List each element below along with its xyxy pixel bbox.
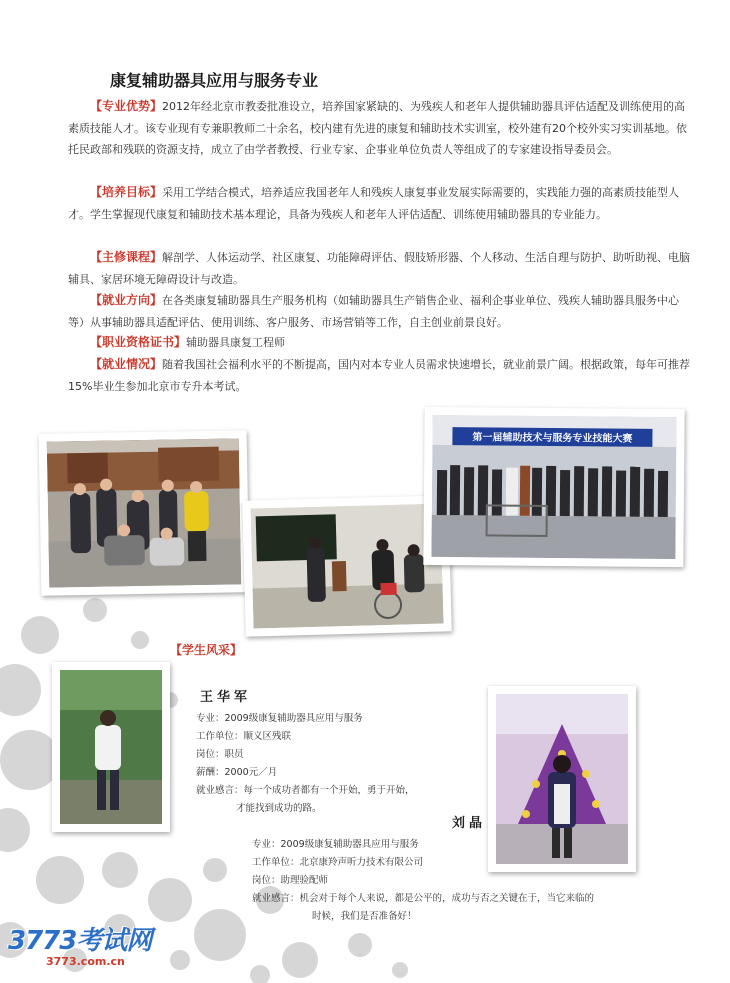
section-certificate <box>68 332 690 354</box>
section-text: 2012年经北京市教委批准设立，培养国家紧缺的、为残疾人和老年人提供辅助器具评估适配及训练使用的高素质技能人才。该专业现有专兼职教师二十余名，校内建有先进的康复和辅助技术实训室，校外建有20个校外实习实训基地。依托民政部和残联的资源支持，成立了由学者教授、行业专家、企事业单位负责人等组成了的专家建设指导委员会。 <box>68 100 687 156</box>
watermark-brand: 3773考试网 <box>8 926 152 956</box>
competition-banner: 第一届辅助技术与服务专业技能大赛 <box>472 432 633 445</box>
section-employment-direction <box>68 290 690 333</box>
section-label: 【主修课程】 <box>90 250 163 264</box>
info-value: 每一个成功者都有一个开始，勇于开始， <box>243 785 415 796</box>
info-label: 薪酬： <box>196 767 225 778</box>
section-label: 【就业方向】 <box>90 293 163 307</box>
section-label: 【专业优势】 <box>90 99 163 113</box>
section-employment-status <box>68 354 690 397</box>
section-label: 【职业资格证书】 <box>90 335 187 349</box>
watermark-url: 3773.com.cn <box>46 955 125 968</box>
info-label: 专业： <box>252 839 281 850</box>
info-label: 岗位： <box>196 749 225 760</box>
section-label: 【培养目标】 <box>90 185 163 199</box>
student-name: 刘晶 <box>452 816 487 831</box>
student-name: 王华军 <box>200 690 252 705</box>
info-value: 机会对于每个人来说，都是公平的，成功与否之关键在于，当它来临的 <box>299 893 595 904</box>
info-value: 北京康羚声听力技术有限公司 <box>299 857 424 868</box>
section-label: 【就业情况】 <box>90 357 163 371</box>
info-value: 2009级康复辅助器具应用与服务 <box>280 839 419 850</box>
info-value: 2009级康复辅助器具应用与服务 <box>224 713 363 724</box>
page-title: 康复辅助器具应用与服务专业 <box>110 71 319 90</box>
info-label: 专业： <box>196 713 225 724</box>
section-text: 解剖学、人体运动学、社区康复、功能障碍评估、假肢矫形器、个人移动、生活自理与防护、助听助视、电脑辅具、家居环境无障碍设计与改造。 <box>68 251 691 286</box>
info-value: 2000元／月 <box>224 767 278 778</box>
section-text: 辅助器具康复工程师 <box>186 336 286 349</box>
info-label: 工作单位： <box>252 857 300 868</box>
info-value: 职员 <box>224 749 244 760</box>
info-value: 助理验配师 <box>280 875 329 886</box>
photo-competition-hall <box>423 407 684 567</box>
section-advantages <box>68 96 690 161</box>
photo-student-wang <box>52 662 170 832</box>
photo-classroom <box>242 495 451 636</box>
students-section-label: 【学生风采】 <box>170 643 243 657</box>
info-value: 时候，我们是否准备好！ <box>312 911 417 922</box>
info-label: 工作单位： <box>196 731 244 742</box>
watermark-logo <box>8 920 151 968</box>
info-label: 岗位： <box>252 875 281 886</box>
student-info-wang <box>196 710 415 818</box>
info-value: 顺义区残联 <box>243 731 292 742</box>
section-text: 采用工学结合模式，培养适应我国老年人和残疾人康复事业发展实际需要的，实践能力强的高素质技能型人才。学生掌握现代康复和辅助技术基本理论，具备为残疾人和老年人评估适配、训练使用辅助器具的专业能力。 <box>68 186 680 221</box>
student-info-liu <box>252 836 594 926</box>
photo-group-outdoor <box>39 430 250 596</box>
info-label: 就业感言： <box>196 785 244 796</box>
info-value: 才能找到成功的路。 <box>236 803 322 814</box>
section-courses <box>68 247 690 290</box>
section-text: 随着我国社会福利水平的不断提高，国内对本专业人员需求快速增长，就业前景广阔。根据政策，每年可推荐15%毕业生参加北京市专升本考试。 <box>68 358 691 393</box>
section-goals <box>68 182 690 225</box>
info-label: 就业感言： <box>252 893 300 904</box>
section-text: 在各类康复辅助器具生产服务机构（如辅助器具生产销售企业、福利企事业单位、残疾人辅助器具服务中心等）从事辅助器具适配评估、使用训练、客户服务、市场营销等工作，自主创业前景良好。 <box>68 294 680 329</box>
